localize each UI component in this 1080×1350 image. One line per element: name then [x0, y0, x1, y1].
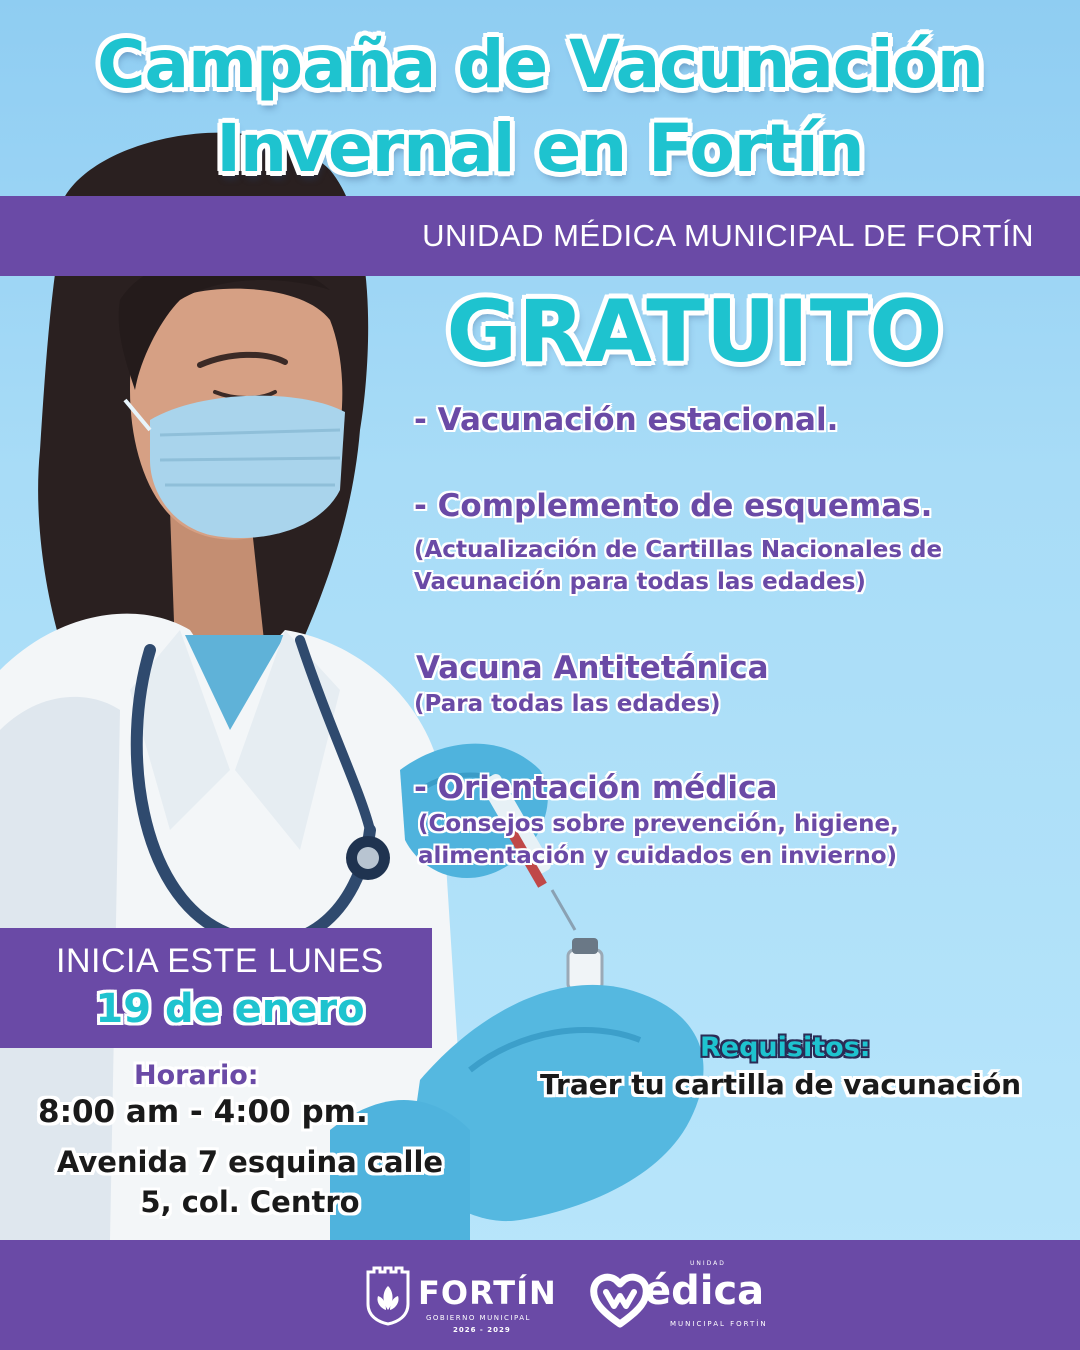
- heart-m-logo: [590, 1270, 650, 1330]
- start-label: INICIA ESTE LUNES: [56, 942, 384, 980]
- free-headline: GRATUITO: [446, 282, 944, 382]
- service-seasonal-vaccination: - Vacunación estacional.: [414, 402, 839, 438]
- start-date-box: [0, 928, 432, 1048]
- service-schedule-completion-detail-line-1: (Actualización de Cartillas Nacionales de: [414, 537, 943, 563]
- address-line-1: Avenida 7 esquina calle: [56, 1145, 444, 1179]
- medica-logo-text: édica: [644, 1268, 765, 1314]
- service-medical-guidance-detail-line-2: alimentación y cuidados en invierno): [418, 843, 898, 869]
- vial-icon: [568, 938, 602, 990]
- address-line-2: 5, col. Centro: [140, 1185, 360, 1219]
- service-tetanus-vaccine: Vacuna Antitetánica: [416, 650, 769, 686]
- fortin-logo-text: FORTÍN: [418, 1274, 557, 1312]
- service-schedule-completion: - Complemento de esquemas.: [414, 488, 933, 524]
- medica-logo-top: UNIDAD: [690, 1260, 726, 1267]
- schedule-value: 8:00 am - 4:00 pm.: [38, 1094, 368, 1130]
- medica-logo-subtitle: MUNICIPAL FORTÍN: [670, 1320, 768, 1328]
- fortin-shield-logo: [364, 1266, 412, 1326]
- unit-band-text: UNIDAD MÉDICA MUNICIPAL DE FORTÍN: [422, 218, 1034, 253]
- campaign-title-line-1: Campaña de Vacunación: [97, 26, 983, 103]
- schedule-label: Horario:: [134, 1060, 259, 1091]
- service-schedule-completion-detail: [414, 534, 1054, 598]
- fortin-logo-years: 2026 - 2029: [453, 1326, 511, 1334]
- service-schedule-completion-detail-line-2: Vacunación para todas las edades): [414, 569, 866, 595]
- address: [40, 1142, 460, 1222]
- requirements-value: Traer tu cartilla de vacunación: [540, 1068, 1022, 1101]
- service-medical-guidance-detail: [418, 808, 1058, 872]
- service-medical-guidance: - Orientación médica: [414, 770, 778, 806]
- service-medical-guidance-detail-line-1: (Consejos sobre prevención, higiene,: [418, 811, 899, 837]
- start-date: 19 de enero: [95, 986, 365, 1032]
- campaign-title-line-2: Invernal en Fortín: [216, 110, 864, 187]
- service-tetanus-vaccine-detail: (Para todas las edades): [414, 691, 721, 717]
- requirements-label: Requisitos:: [700, 1032, 871, 1063]
- fortin-logo-subtitle: GOBIERNO MUNICIPAL: [426, 1314, 531, 1322]
- unit-band: [0, 196, 1080, 276]
- footer-bar: [0, 1240, 1080, 1350]
